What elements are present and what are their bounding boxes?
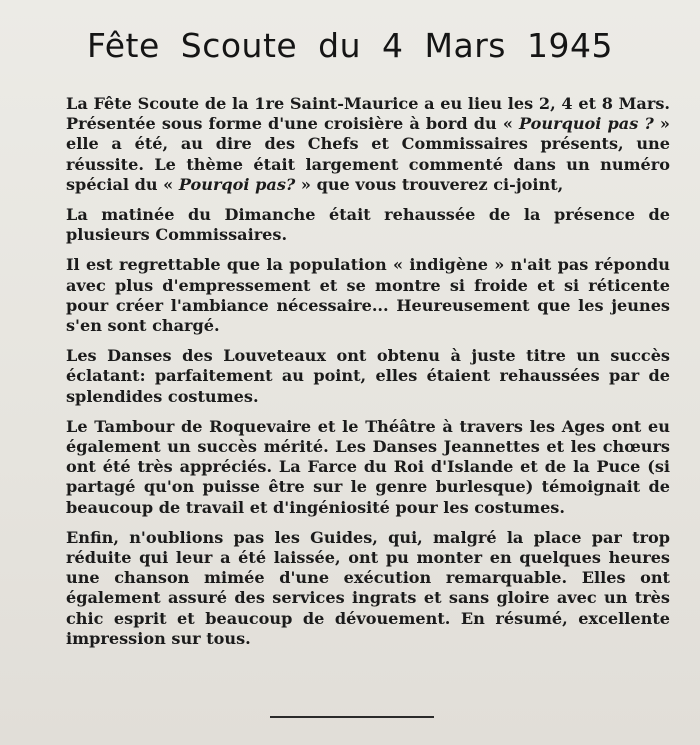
paragraph-1-text-c: » que vous trouverez ci-joint, bbox=[295, 174, 564, 194]
paragraph-5: Le Tambour de Roquevaire et le Théâtre à travers les Ages ont eu également un succès mérité. Les Danses Jeannettes et les chœurs ont été très appréciés. La Farce du Roi d'Islande et de la Puce (si partagé qu'on puisse être sur le genre burlesque) témoignait de beaucoup de travail et d'ingéniosité pour les costumes. bbox=[66, 416, 670, 517]
document-title: Fête Scoute du 4 Mars 1945 bbox=[87, 26, 613, 65]
document-body bbox=[66, 94, 670, 659]
paragraph-1 bbox=[66, 94, 670, 195]
paragraph-3: Il est regrettable que la population « indigène » n'ait pas répondu avec plus d'empressement et se montre si froide et si réticente pour créer l'ambiance nécessaire... Heureusement que les jeunes s'en sont chargé. bbox=[66, 255, 670, 336]
paragraph-1-italic-title-1: Pourquoi pas ? bbox=[519, 114, 654, 134]
paragraph-1-text-a: La Fête Scoute de la 1re Saint-Maurice a eu lieu les 2, 4 et 8 Mars. Présentée sous forme d'une croisière à bord du « bbox=[66, 94, 670, 134]
paragraph-6: Enfin, n'oublions pas les Guides, qui, malgré la place par trop réduite qui leur a été laissée, ont pu monter en quelques heures une chanson mimée d'une exécution remarquable. Elles ont également assuré des services ingrats et sans gloire avec un très chic esprit et beaucoup de dévouement. En résumé, excellente impression sur tous. bbox=[66, 527, 670, 648]
paragraph-4: Les Danses des Louveteaux ont obtenu à juste titre un succès éclatant: parfaitement au point, elles étaient rehaussées par de splendides costumes. bbox=[66, 346, 670, 406]
closing-rule bbox=[270, 716, 434, 718]
paragraph-1-italic-title-2: Pourqoi pas? bbox=[178, 174, 296, 194]
paragraph-1-text-b: » elle a été, au dire des Chefs et Commissaires présents, une réussite. Le thème était largement commenté dans un numéro spécial du « bbox=[66, 114, 670, 194]
paragraph-2: La matinée du Dimanche était rehaussée de la présence de plusieurs Commissaires. bbox=[66, 205, 670, 245]
